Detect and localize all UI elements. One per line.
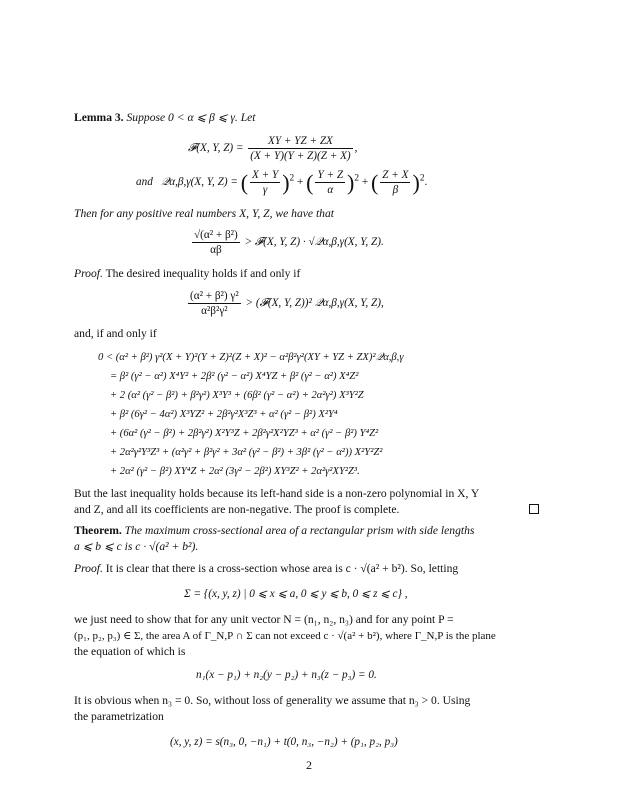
equation-expansion-line-0: 0 < (α² + β²) γ²(X + Y)²(Y + Z)²(Z + X)² − α²β²γ²(XY + YZ + ZX)²𝒬α,β,γ (98, 352, 404, 363)
proof2-para1-line-3: the equation of which is (74, 645, 186, 658)
lemma-statement (74, 110, 544, 127)
ineq-rhs: > 𝓕(X, Y, Z) · √𝒬α,β,γ(X, Y, Z). (244, 236, 384, 249)
proof-intro (74, 266, 544, 283)
Q-tail: . (424, 176, 428, 189)
lemma-condition: Suppose 0 < α ⩽ β ⩽ γ. Let (126, 111, 256, 124)
Q-term-1-num: X + Y (252, 169, 279, 181)
equation-F-definition (188, 134, 357, 163)
equation-expansion-line-6: + 2α² (γ² − β²) XY⁴Z + 2α² (3γ² − 2β²) XY³Z² + 2α²γ²XY²Z³. (110, 466, 360, 477)
Q-term-3 (380, 168, 410, 197)
Q-term-2-den: α (327, 184, 334, 196)
F-fraction (248, 134, 352, 163)
proof2-para2-line-1: It is obvious when n₃ = 0. So, without loss of generality we assume that n₃ > 0. Using (74, 694, 471, 707)
proof2-label: Proof. (74, 562, 103, 575)
proof-fraction (188, 289, 241, 318)
Q-term-2-num: Y + Z (317, 169, 344, 181)
proof2-text-1: It is clear that there is a cross-section whose area is c · √(a² + b²). So, letting (105, 562, 459, 575)
theorem-line-2: a ⩽ b ⩽ c is c · √(a² + b²). (74, 540, 199, 553)
equation-plane: n₁(x − p₁) + n₂(y − p₂) + n₃(z − p₃) = 0. (196, 669, 377, 681)
equation-expansion-line-4: + (6α² (γ² − β²) + 2β²γ²) X²Y³Z + 2β²γ²X²YZ³ + α² (γ² − β²) Y⁴Z² (110, 428, 379, 439)
equation-expansion-line-5: + 2α²γ²Y³Z³ + (α²γ² + β²γ² + 3α² (γ² − β²) + 3β² (γ² − α²)) X²Y²Z² (110, 447, 383, 458)
proof2-para1-line-2: (p₁, p₂, p₃) ∈ Σ, the area A of Γ_N,P ∩ Σ can not exceed c · √(a² + b²), where Γ_N,P is the plane (74, 630, 496, 642)
theorem-line-1 (74, 523, 544, 540)
proof-fraction-den: α²β²γ² (201, 305, 228, 317)
page-number: 2 (306, 758, 312, 772)
Q-lhs: 𝒬α,β,γ(X, Y, Z) = (161, 176, 238, 189)
Q-term-1 (250, 168, 280, 197)
ineq-denominator: αβ (210, 244, 222, 256)
equation-lemma-inequality (190, 228, 384, 257)
theorem-text-1: The maximum cross-sectional area of a rectangular prism with side lengths (124, 524, 475, 537)
equation-expansion-line-3: + β² (6γ² − 4α²) X³YZ² + 2β²γ²X³Z³ + α² (γ² − β²) X²Y⁴ (110, 409, 338, 420)
ineq-numerator: √(α² + β²) (194, 229, 238, 241)
equation-sigma: Σ = {(x, y, z) | 0 ⩽ x ⩽ a, 0 ⩽ y ⩽ b, 0 ⩽ z ⩽ c} , (184, 588, 408, 600)
lemma-label: Lemma 3. (74, 111, 124, 124)
Q-term-1-den: γ (262, 184, 268, 196)
proof2-para1-line-1: we just need to show that for any unit vector N = (n₁, n₂, n₃) and for any point P = (74, 613, 454, 626)
Q-and: and (136, 176, 153, 189)
equation-parametrization: (x, y, z) = s(n₃, 0, −n₁) + t(0, n₃, −n₂) + (p₁, p₂, p₃) (170, 736, 398, 748)
F-numerator: XY + YZ + ZX (248, 134, 352, 149)
F-denominator: (X + Y)(Y + Z)(Z + X) (250, 150, 351, 162)
equation-proof-equivalent (186, 289, 384, 318)
equation-expansion-line-2: + 2 (α² (γ² − β²) + β²γ²) X³Y³ + (6β² (γ² − α²) + 2α²γ²) X³Y²Z (110, 390, 364, 401)
proof-fraction-num: (α² + β²) γ² (190, 290, 239, 302)
proof-eq-rhs: > (𝓕(X, Y, Z))² 𝒬α,β,γ(X, Y, Z), (245, 297, 384, 310)
equation-Q-definition: and 𝒬α,β,γ(X, Y, Z) = ( $\frac{X + Y}{\gamma}$ )$^2$ + ( $\frac{Y + Z}{\alpha}$ )$^2$ + ( $\frac{Z + X}{\beta}$ )$^2$. (136, 169, 428, 196)
F-lhs: 𝓕(X, Y, Z) = (188, 142, 244, 155)
proof-intro-text: The desired inequality holds if and only if (105, 267, 301, 280)
theorem-label: Theorem. (74, 524, 122, 537)
Q-term-2 (315, 168, 345, 197)
F-tail: , (354, 142, 358, 155)
qed-box-icon (529, 504, 539, 514)
proof-conclusion-1: But the last inequality holds because its left-hand side is a non-zero polynomial in X, Y (74, 487, 480, 500)
proof-label: Proof. (74, 267, 103, 280)
proof2-para2-line-2: the parametrization (74, 710, 164, 723)
ineq-fraction (192, 228, 240, 257)
proof2-line-1 (74, 561, 544, 578)
proof-and-iff: and, if and only if (74, 327, 157, 340)
Q-term-3-num: Z + X (382, 169, 409, 181)
equation-expansion-line-1: = β² (γ² − α²) X⁴Y² + 2β² (γ² − α²) X⁴YZ + β² (γ² − α²) X⁴Z² (110, 371, 359, 382)
lemma-then: Then for any positive real numbers X, Y, Z, we have that (74, 207, 334, 220)
proof-conclusion-2: and Z, and all its coefficients are non-negative. The proof is complete. (74, 503, 400, 516)
Q-term-3-den: β (392, 184, 399, 196)
